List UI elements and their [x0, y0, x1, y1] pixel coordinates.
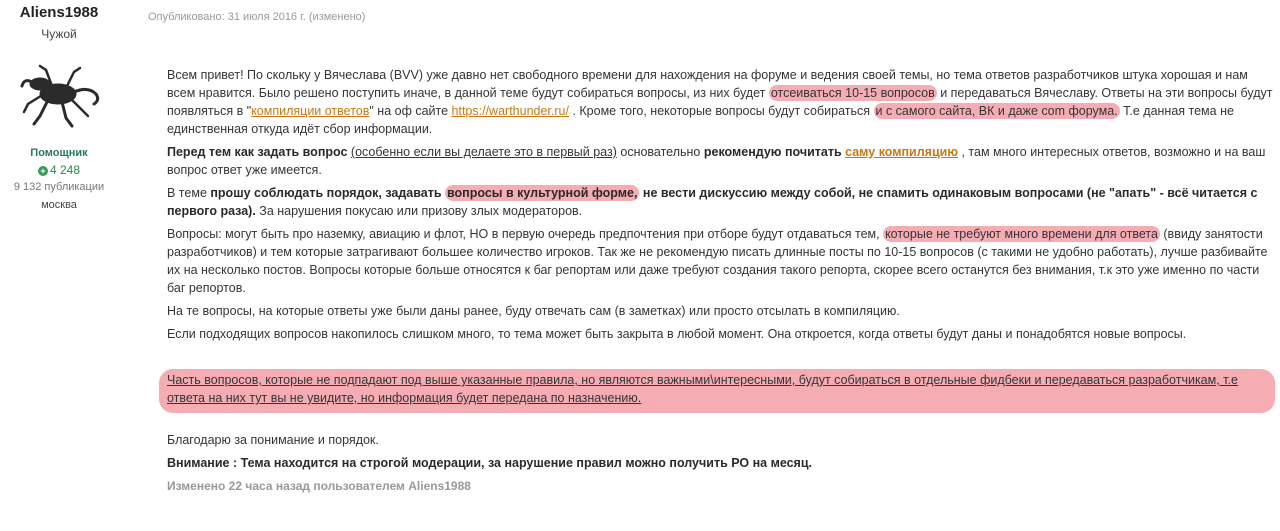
author-panel	[0, 0, 118, 531]
paragraph-questions: Вопросы: могут быть про наземку, авиацию и флот, НО в первую очередь предпочтения при отборе будут отдаваться тем, которые не требуют много времени для ответа (ввиду занятости разработчиков) и тем которые затрагивают большее количество игроков. Так же не рекомендую писать длинные посты по 10-15 вопросов (с такими не удобно работать), лучше разбивайте их на несколько постов. Вопросы которые больше относятся к баг репортам или даже требуют создания такого репорта, скорее всего останутся без внимания, т.к это уже именно по части баг репортов.	[167, 227, 1268, 295]
avatar[interactable]	[18, 64, 102, 130]
highlight: которые не требуют много времени для ответа	[885, 227, 1158, 241]
author-rank: Чужой	[41, 27, 77, 41]
paragraph-feedback: Часть вопросов, которые не подпадают под выше указанные правила, но являются важными\интересными, будут собираться в отдельные фидбеки и передаваться разработчикам, т.е ответа на них тут вы не увидите, но информация будет передана по назначению.	[167, 373, 1238, 405]
compilation-link-2[interactable]: саму компиляцию	[845, 145, 959, 159]
member-group: Помощник	[30, 147, 88, 159]
highlight: и с самого сайта, ВК и даже com форума.	[875, 104, 1118, 118]
highlight: отсеиваться 10-15 вопросов	[770, 86, 935, 100]
location: москва	[41, 199, 77, 211]
paragraph-thanks: Благодарю за понимание и порядок.	[167, 433, 379, 447]
paragraph-read-first: Перед тем как задать вопрос (особенно если вы делаете это в первый раз) основательно рекомендую почитать саму компиляцию , там много интересных ответов, возможно и на ваш вопрос ответ уже имеется.	[167, 145, 1266, 177]
post-body	[167, 66, 1277, 500]
reputation	[0, 163, 118, 177]
site-link[interactable]: https://warthunder.ru/	[451, 104, 569, 118]
plus-icon: +	[38, 166, 48, 176]
paragraph-previous: На те вопросы, на которые ответы уже были даны ранее, буду отвечать сам (в заметках) или просто отсылать в компиляцию.	[167, 304, 900, 318]
highlight: вопросы в культурной форме,	[447, 186, 638, 200]
paragraph-closing: Если подходящих вопросов накопилось слишком много, то тема может быть закрыта в любой момент. Она откроется, когда ответы будут даны и понадобятся новые вопросы.	[167, 327, 1187, 341]
paragraph-warning: Внимание : Тема находится на строгой модерации, за нарушение правил можно получить РО на месяц.	[167, 456, 813, 470]
compilation-link[interactable]: компиляции ответов	[251, 104, 370, 118]
post-date: Опубликовано: 31 июля 2016 г. (изменено)	[148, 11, 366, 23]
paragraph-rules: В теме прошу соблюдать порядок, задавать вопросы в культурной форме, не вести дискуссию между собой, не спамить одинаковым вопросами (не "апать" - всё читается с первого раза). За нарушения покусаю или призову злых модераторов.	[167, 186, 1258, 218]
reputation-value: 4 248	[49, 163, 81, 177]
post-count: 9 132 публикации	[13, 181, 105, 193]
edited-note: Изменено 22 часа назад пользователем Aliens1988	[167, 479, 471, 493]
author-name[interactable]: Aliens1988	[19, 4, 99, 21]
paragraph-intro: Всем привет! По скольку у Вячеслава (BVV) уже давно нет свободного времени для нахождения на форуме и ведения своей темы, но тема ответов разработчиков штука хорошая и нам всем нравится. Было решено поступить иначе, в данной теме будут собираться вопросы, из них будет отсеиваться 10-15 вопросов и передаваться Вячеславу. Ответы на эти вопросы будут появляться в "компиляции ответов" на оф сайте https://warthunder.ru/ . Кроме того, некоторые вопросы будут собираться и с самого сайта, ВК и даже com форума. Т.е данная тема не единственная откуда идёт сбор информации.	[167, 68, 1273, 136]
highlighted-notice	[167, 371, 1277, 407]
